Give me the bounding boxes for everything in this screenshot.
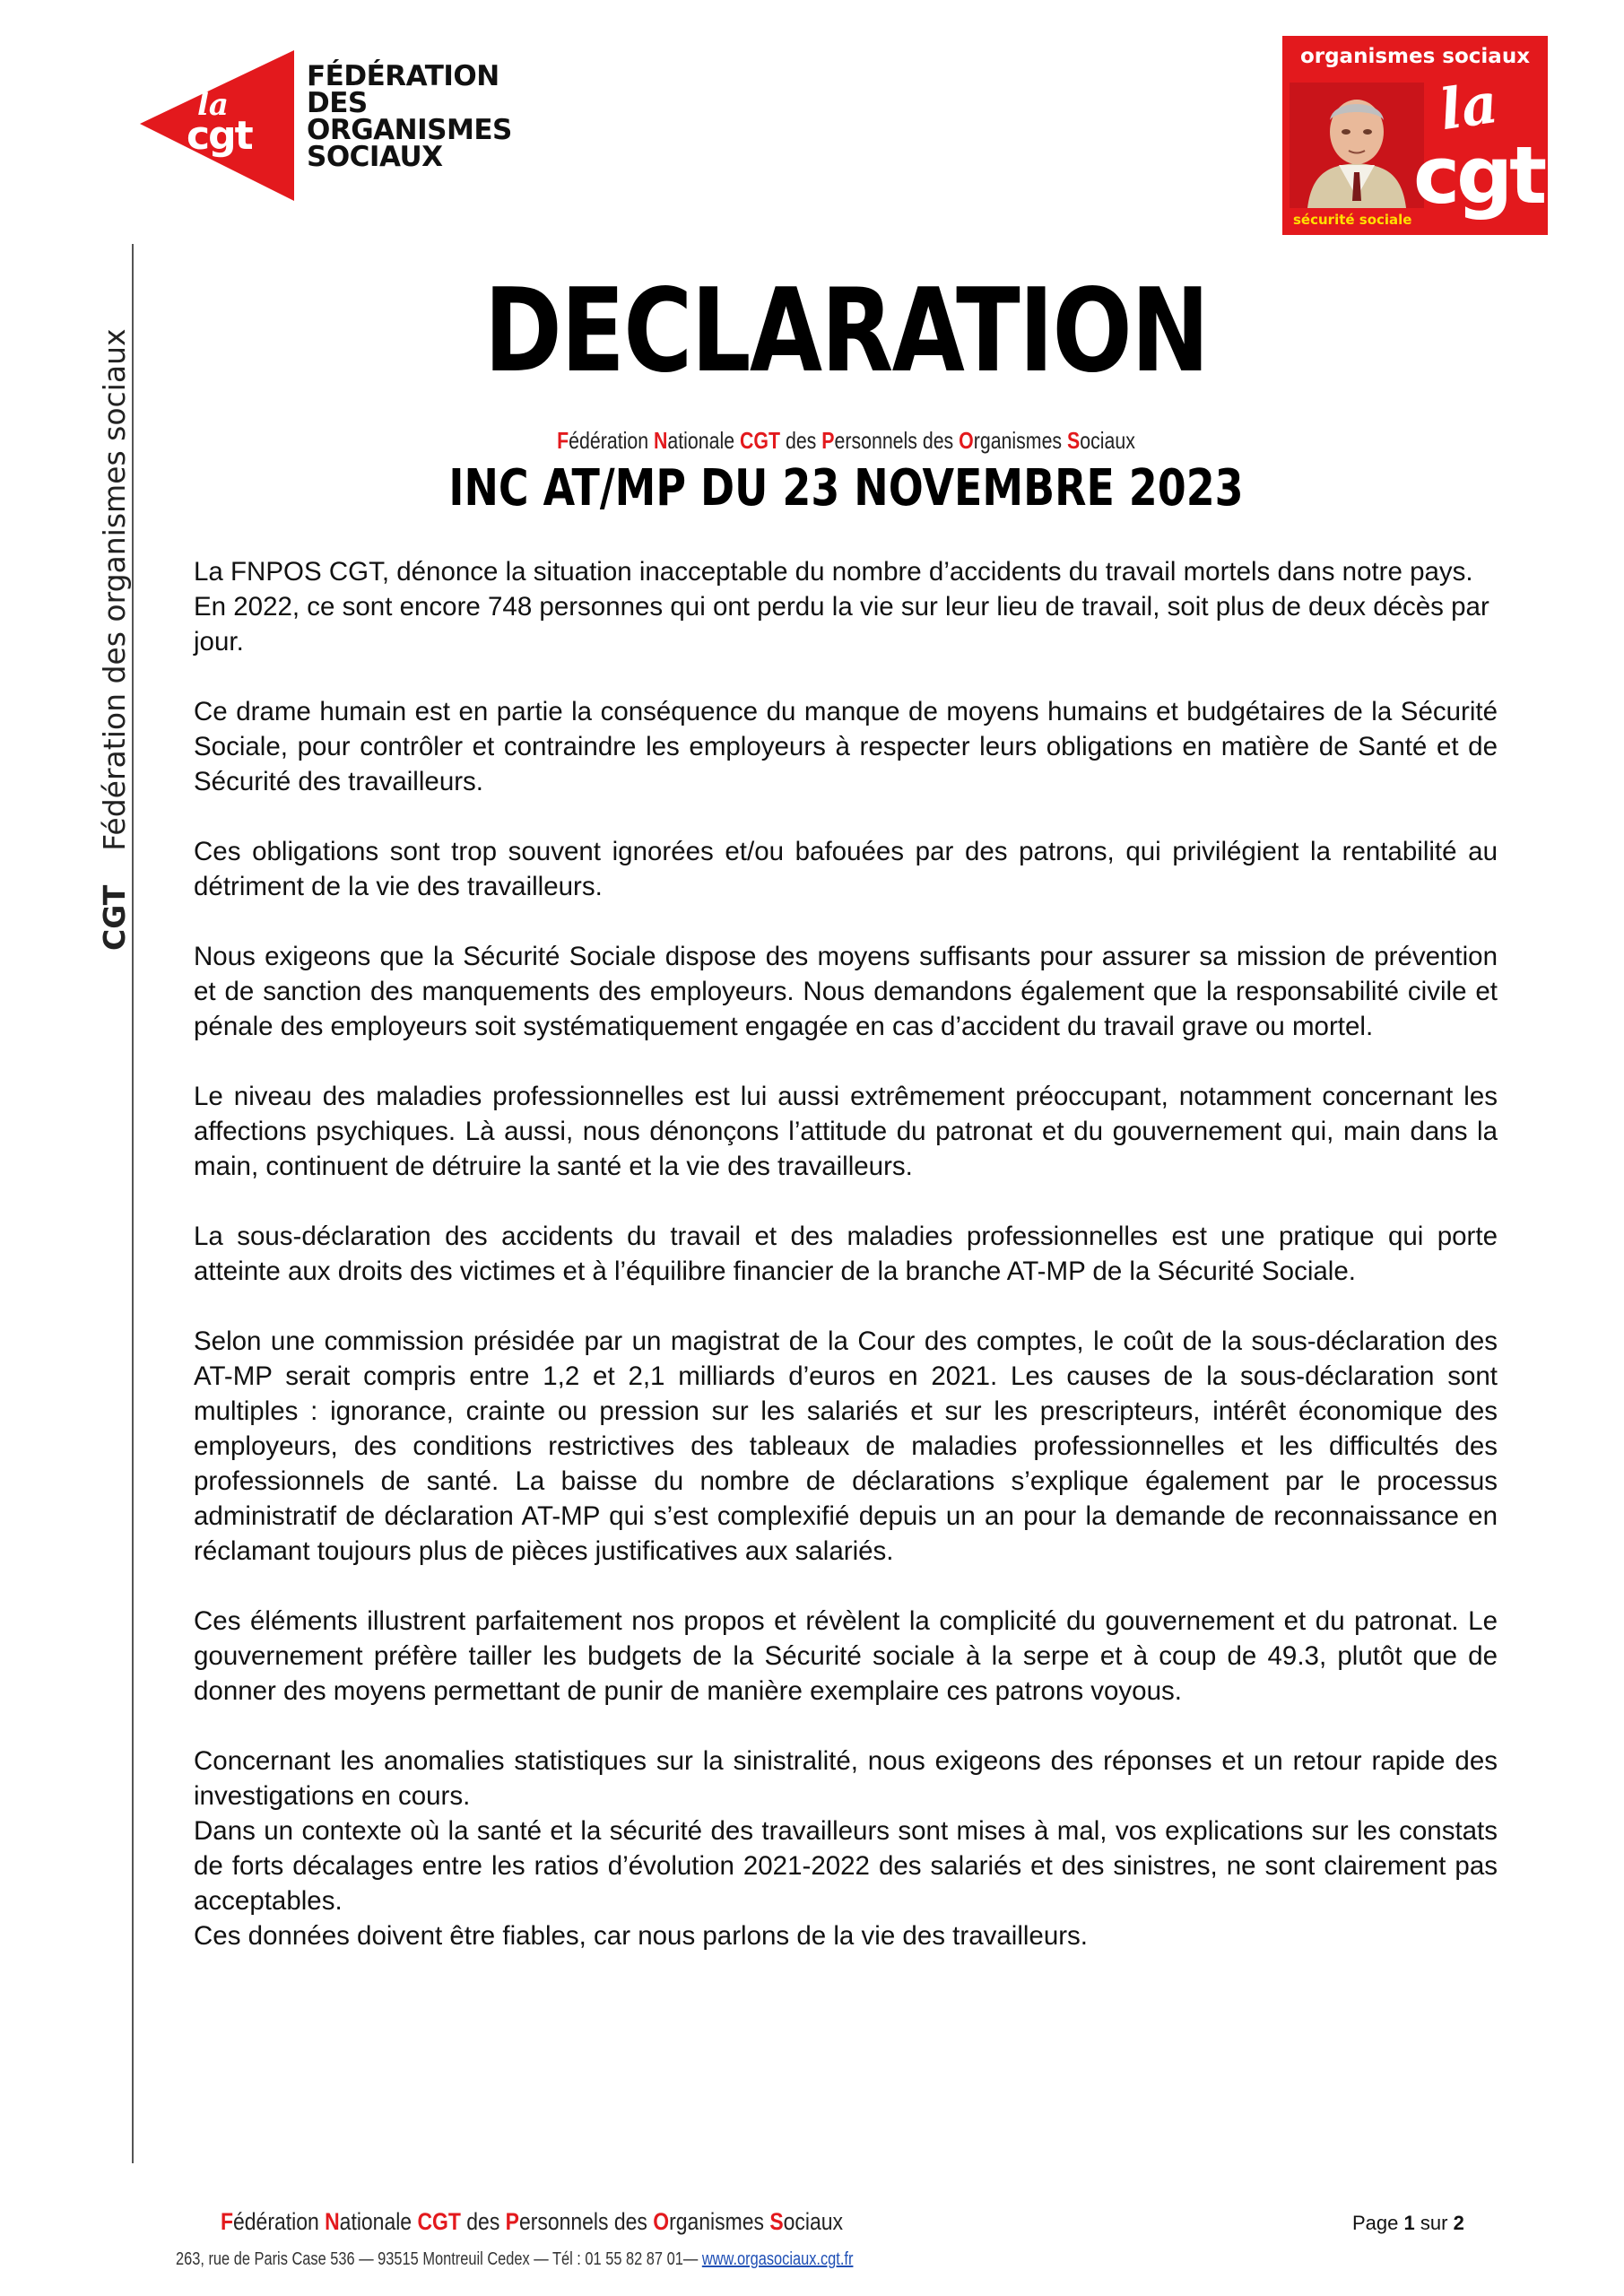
side-cgt: CGT (97, 884, 132, 951)
paragraph: Le niveau des maladies professionnelles est lui aussi extrêmement préoccupant, notamment concernant les affections psychiques. Là aussi, nous dénonçons l’attitude du patronat et du gouvernement qui, main dans la main, continuent de détruire la santé et la vie des travailleurs. (194, 1082, 1498, 1181)
footer-website-link[interactable]: www.orgasociaux.cgt.fr (701, 2249, 854, 2269)
fed-rest-cgt: des (780, 427, 822, 454)
footer-rest-s: ociaux (783, 2208, 844, 2235)
paragraph: Ces éléments illustrent parfaitement nos propos et révèlent la complicité du gouvernement et du patronat. Le gouvernement préfère tailler les budgets de la Sécurité sociale à la serpe et à coup de 49.3, plutôt que de donner des moyens permettant de punir de manière exemplaire ces patrons voyous. (194, 1606, 1498, 1706)
federation-line-1: FÉDÉRATION (307, 60, 499, 92)
federation-name (307, 60, 512, 173)
logo-right-la: la (1436, 69, 1502, 144)
page-title: DECLARATION (483, 265, 1209, 398)
page-current: 1 (1403, 2212, 1415, 2234)
footer-rest-n: ationale (339, 2208, 418, 2235)
federation-subtitle (180, 427, 1512, 455)
footer-rest-f: édération (233, 2208, 326, 2235)
footer-initial-o: O (653, 2208, 670, 2235)
footer-address-text: 263, rue de Paris Case 536 — 93515 Montreuil Cedex — Tél : 01 55 82 87 01— (176, 2249, 702, 2269)
fed-initial-s: S (1067, 427, 1081, 454)
footer-initial-f: F (221, 2208, 234, 2235)
paragraph: La sous-déclaration des accidents du travail et des maladies professionnelles est une pratique qui porte atteinte aux droits des victimes et à l’équilibre financier de la branche AT-MP de la Sécurité Sociale. (194, 1222, 1498, 1286)
fed-initial-f: F (557, 427, 569, 454)
portrait-icon (1290, 83, 1424, 208)
page-total: 2 (1453, 2212, 1464, 2234)
logo-right-cgt: cgt (1413, 129, 1544, 222)
paragraph: Concernant les anomalies statistiques sur la sinistralité, nous exigeons des réponses et un retour rapide des investigations en cours. (194, 1746, 1498, 1811)
footer-rest-cgt: des (460, 2208, 506, 2235)
page-sep: sur (1420, 2212, 1448, 2234)
footer-rest-o: rganismes (669, 2208, 770, 2235)
federation-line-3: ORGANISMES (307, 114, 512, 146)
side-federation: Fédération des organismes sociaux (97, 328, 132, 851)
cgt-triangle-icon (135, 43, 305, 204)
meeting-subtitle: INC AT/MP DU 23 NOVEMBRE 2023 (448, 459, 1244, 517)
federation-line-2: DES (307, 87, 368, 119)
logo-bottom-text: sécurité sociale (1293, 212, 1412, 228)
footer-rest-p: ersonnels des (518, 2208, 654, 2235)
paragraph: Ces données doivent être fiables, car nous parlons de la vie des travailleurs. (194, 1921, 1089, 1951)
fed-rest-o: rganismes (973, 427, 1068, 454)
declaration-body (194, 554, 1498, 1953)
fed-initial-cgt: CGT (740, 427, 781, 454)
paragraph: La FNPOS CGT, dénonce la situation inacceptable du nombre d’accidents du travail mortels dans notre pays. En 2022, ce sont encore 748 personnes qui ont perdu la vie sur leur lieu de travail, soit plus de deux décès par jour. (194, 557, 1489, 657)
paragraph: Ces obligations sont trop souvent ignorées et/ou bafouées par des patrons, qui privilégient la rentabilité au détriment de la vie des travailleurs. (194, 837, 1498, 901)
paragraph: Ce drame humain est en partie la conséquence du manque de moyens humains et budgétaires de la Sécurité Sociale, pour contrôler et contraindre les employeurs à respecter leurs obligations en matière de Santé et de Sécurité des travailleurs. (194, 697, 1498, 796)
fed-rest-s: ociaux (1080, 427, 1135, 454)
footer-initial-s: S (769, 2208, 784, 2235)
footer-address (176, 2249, 853, 2270)
organismes-sociaux-logo (1282, 36, 1548, 235)
fed-initial-p: P (821, 427, 835, 454)
footer-initial-cgt: CGT (417, 2208, 461, 2235)
fed-rest-f: édération (569, 427, 655, 454)
fed-rest-p: ersonnels des (834, 427, 960, 454)
footer-initial-n: N (325, 2208, 340, 2235)
logo-top-text: organismes sociaux (1299, 45, 1531, 68)
fed-initial-o: O (959, 427, 974, 454)
fed-rest-n: ationale (667, 427, 741, 454)
footer-initial-p: P (505, 2208, 519, 2235)
footer-federation (221, 2208, 843, 2236)
cgt-federation-logo (135, 43, 512, 213)
logo-la-text: la (197, 87, 229, 123)
federation-line-4: SOCIAUX (307, 141, 443, 173)
paragraph: Selon une commission présidée par un magistrat de la Cour des comptes, le coût de la sous-déclaration des AT-MP serait compris entre 1,2 et 2,1 milliards d’euros en 2021. Les causes de la sous-déclaration sont multiples : ignorance, crainte ou pression sur les salariés et sur les prescripteurs, intérêt économique des employeurs, des conditions restrictives des tableaux de maladies professionnelles et les difficultés des professionnels de santé. La baisse du nombre de déclarations s’explique également par le processus administratif de déclaration AT-MP qui s’est complexifié depuis un an pour la demande de reconnaissance en réclamant toujours plus de pièces justificatives aux salariés. (194, 1326, 1498, 1566)
paragraph: Nous exigeons que la Sécurité Sociale dispose des moyens suffisants pour assurer sa mission de prévention et de sanction des manquements des employeurs. Nous demandons également que la responsabilité civile et pénale des employeurs soit systématiquement engagée en cas d’accident du travail grave ou mortel. (194, 942, 1498, 1041)
logo-cgt-text: cgt (187, 113, 252, 159)
page-number (1352, 2212, 1464, 2235)
fed-initial-n: N (654, 427, 668, 454)
page-label: Page (1352, 2212, 1399, 2234)
paragraph: Dans un contexte où la santé et la sécurité des travailleurs sont mises à mal, vos explications sur les constats de forts décalages entre les ratios d’évolution 2021-2022 des salariés et des sinistres, ne sont clairement pas acceptables. (194, 1816, 1498, 1916)
side-vertical-text (97, 233, 133, 951)
